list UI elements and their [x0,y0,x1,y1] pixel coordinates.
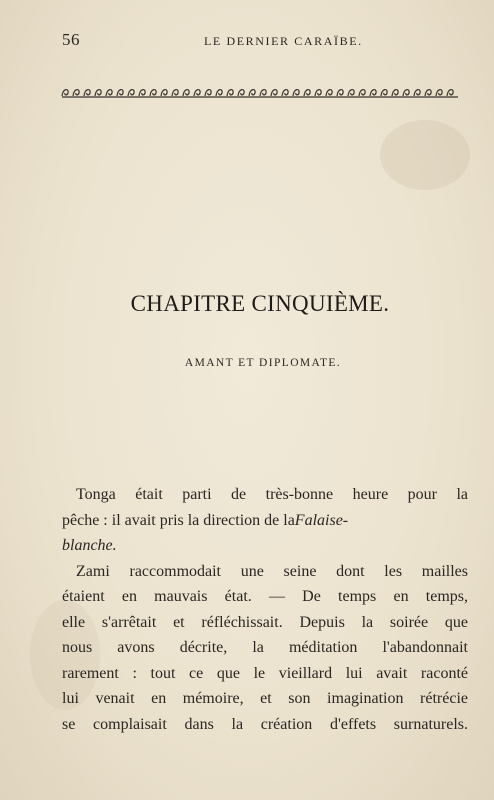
text-line-content [62,508,468,534]
text-line-content: elle s'arrêtait et réfléchissait. Depuis la soirée que [62,613,468,631]
paper-stain [380,120,470,190]
text-line-content: se complaisait dans la création d'effets surnaturels. [62,715,468,733]
text-line [62,661,468,687]
text-line [62,712,468,738]
text-line [76,559,468,585]
text-line-content: étaient en mauvais état. — De temps en temps, [62,588,468,605]
text-line-content: blanche. [62,537,117,554]
text-line [62,635,468,661]
text-line [62,533,468,559]
text-line-content: Zami raccommodait une seine dont les mailles [76,562,468,580]
text-line-content: Tonga était parti de très-bonne heure pour la [76,486,468,503]
text-run: pêche : il avait pris la direction de la [62,511,295,529]
chapter-subtitle: AMANT ET DIPLOMATE. [184,357,342,369]
page-header [62,30,458,54]
text-line-content: lui venait en mémoire, et son imagination rétrécie [62,690,468,707]
body-text [62,482,468,737]
text-line [76,482,468,508]
text-line-content: rarement : tout ce que le vieillard lui avait raconté [62,664,468,682]
text-run-italic: Falaise- [294,511,349,529]
running-head: LE DERNIER CARAÏBE. [204,34,363,48]
text-line [62,686,468,712]
decorative-ornament-rule [60,86,464,100]
page-number: 56 [62,30,80,49]
text-line [62,584,468,610]
chapter-title: CHAPITRE CINQUIÈME. [130,291,390,316]
text-line [62,610,468,636]
text-line-content: nous avons décrite, la méditation l'abandonnait [62,639,468,656]
text-line [62,508,468,534]
